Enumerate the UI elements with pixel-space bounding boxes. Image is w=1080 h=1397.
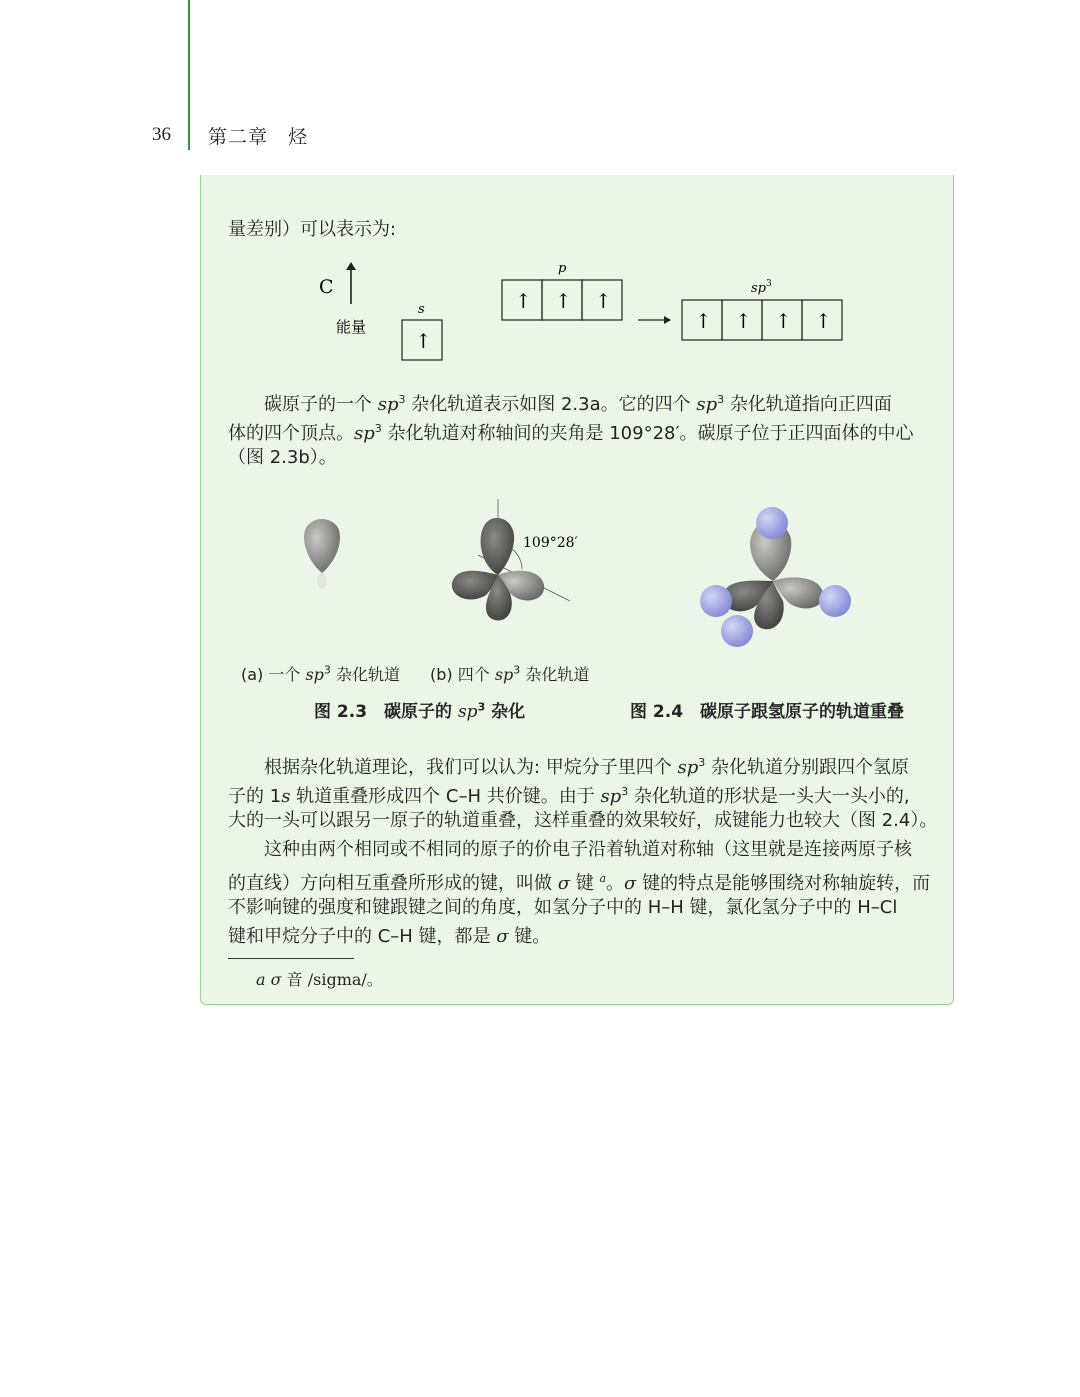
content-box: [200, 175, 954, 1005]
para2-line2: 子的 1s 轨道重叠形成四个 C–H 共价键。由于 $sp^3$ 杂化轨道的形状是一头大一头小的,: [228, 785, 910, 807]
hybridization-arrowhead: [664, 316, 671, 324]
footnote-mark: a: [599, 872, 607, 885]
hybrid-orbital-figures: [201, 493, 955, 663]
p-label: p: [558, 261, 567, 276]
para3-line4: 键和甲烷分子中的 C–H 键，都是 σ 键。: [228, 926, 551, 947]
page-number: 36: [152, 124, 171, 145]
footnote-rule: [228, 958, 354, 959]
sp3-label: $sp^3$: [751, 279, 772, 296]
sp3-electron-arrow-2: ↑: [735, 309, 752, 333]
subcaption-a: (a) 一个 $sp^3$ 杂化轨道: [241, 663, 401, 684]
chapter-title: 第二章 烃: [208, 126, 309, 148]
hydrogen-atom: [721, 615, 753, 647]
subcaption-b: (b) 四个 $sp^3$ 杂化轨道: [430, 663, 590, 684]
four-sp3-orbitals: [452, 499, 578, 620]
para1-line3: （图 2.3b）。: [228, 447, 337, 468]
para1-line2: 体的四个顶点。$sp^3$ 杂化轨道对称轴间的夹角是 109°28′。碳原子位于正四面体的中心: [228, 422, 914, 444]
para3-line1: 这种由两个相同或不相同的原子的价电子沿着轨道对称轴（这里就是连接两原子核: [264, 839, 912, 860]
header-rule: [188, 0, 190, 150]
footnote: a σ 音 /sigma/。: [256, 970, 383, 989]
sp3-electron-arrow-3: ↑: [775, 309, 792, 333]
figure-2-3-caption: 图 2.3 碳原子的 $sp^3$ 杂化: [314, 700, 526, 722]
sp3-electron-arrow-4: ↑: [815, 309, 832, 333]
intro-line: 量差别）可以表示为:: [228, 219, 397, 240]
hydrogen-atom: [819, 585, 851, 617]
para3-line2: 的直线）方向相互重叠所形成的键，叫做 σ 键 $^a$。σ 键的特点是能够围绕对称轴旋转，而: [228, 872, 931, 894]
sp3-electron-arrow-1: ↑: [695, 309, 712, 333]
bond-angle-label: 109°28′: [523, 535, 578, 551]
p-electron-arrow-2: ↑: [555, 289, 572, 313]
p-electron-arrow-1: ↑: [515, 289, 532, 313]
para1-line1: 碳原子的一个 $sp^3$ 杂化轨道表示如图 2.3a。它的四个 $sp^3$ 杂化轨道指向正四面: [264, 393, 892, 415]
hydrogen-atom: [700, 585, 732, 617]
para2-line3: 大的一头可以跟另一原子的轨道重叠，这样重叠的效果较好，成键能力也较大（图 2.4）。: [228, 810, 938, 831]
carbon-label: C: [319, 276, 334, 298]
p-electron-arrow-3: ↑: [595, 289, 612, 313]
methane-orbital-overlap: [700, 507, 851, 647]
s-label: s: [418, 302, 425, 317]
para2-line1: 根据杂化轨道理论，我们可以认为: 甲烷分子里四个 $sp^3$ 杂化轨道分别跟四个氢原: [264, 756, 910, 778]
energy-label: 能量: [336, 318, 367, 336]
para3-line3: 不影响键的强度和键跟键之间的角度，如氢分子中的 H–H 键，氯化氢分子中的 H–Cl: [228, 897, 898, 918]
energy-axis-arrowhead: [346, 262, 356, 270]
orbital-energy-diagram: [201, 250, 955, 365]
s-electron-arrow: ↑: [415, 329, 432, 353]
figure-2-4-caption: 图 2.4 碳原子跟氢原子的轨道重叠: [630, 702, 905, 722]
single-sp3-orbital: [304, 519, 340, 589]
hydrogen-atom: [756, 507, 788, 539]
